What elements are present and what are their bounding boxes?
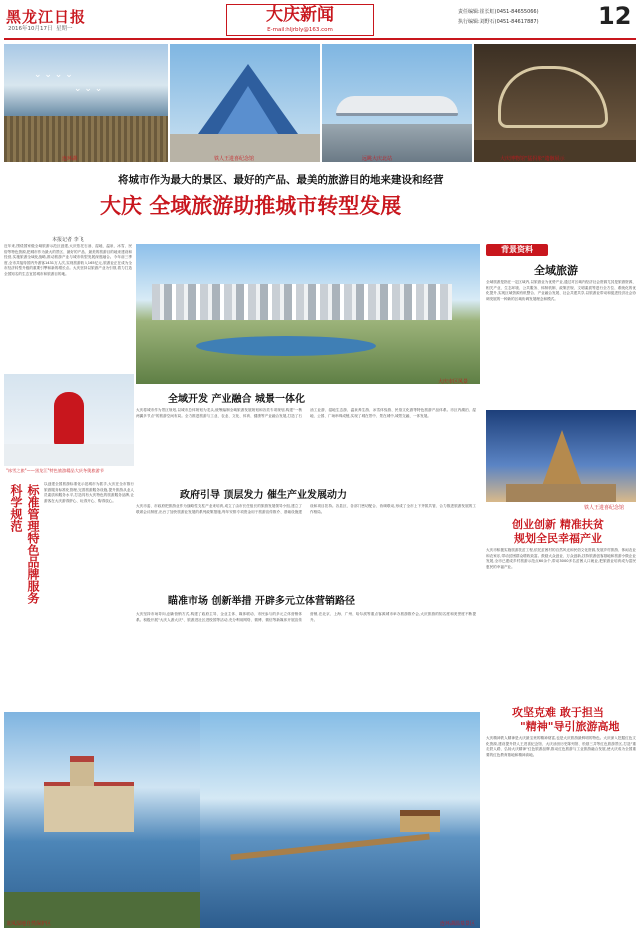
monument xyxy=(542,430,582,486)
photo-lake-birds xyxy=(4,44,168,162)
photo-castle-wetland xyxy=(4,712,200,928)
lake-water xyxy=(196,336,376,356)
pavilion xyxy=(400,810,440,832)
castle xyxy=(44,782,134,832)
photo-city-panorama xyxy=(136,244,480,384)
photo-caption: 大庆市区风景 xyxy=(438,379,469,385)
issue-date xyxy=(8,24,73,32)
photo-caption: 龙凤湿地自然保护区 xyxy=(6,921,52,927)
section-heading: 政府引导 顶层发力 催生产业发展动力 xyxy=(180,490,347,501)
vertical-text: 以创建全国旅游标准化示范城市为抓手,大庆在全市推行旅游服务标准化管理,完善旅游服务设施,提升旅游从业人员素质和服务水平,打造具有大庆特色的旅游服务品牌,让游客在大庆游得舒心、玩得开心、购得放心。 xyxy=(44,482,134,503)
photo-caption: 连环湖 xyxy=(62,156,78,162)
page-number: 12 xyxy=(598,2,632,30)
mammoth-skeleton xyxy=(498,66,608,128)
sidebar-text: 大庆精神铁人精神是大庆最宝贵的精神财富,也是大庆旅游最鲜明的特色。大庆深入挖掘红色文化资源,建设提升铁人王进喜纪念馆、大庆油田历史陈列馆、松基三井等红色旅游景区,打造"重走铁人路、弘扬大庆精神"红色旅游品牌,推动红色旅游与工业旅游融合发展,使大庆成为全国重要的红色教育基地和精神高地。 xyxy=(486,736,636,757)
header-rule xyxy=(4,38,636,40)
editor-credit: 责任编辑:崔长虹(0451-84655066) xyxy=(458,9,539,15)
sidebar-title: 全域旅游 xyxy=(534,264,578,277)
photo-hot-spring xyxy=(200,712,480,928)
section-text: 大庆市委、市政府把旅游业作为战略性支柱产业来培育,成立了由市长任组长的旅游发展领导小组,建立了联席会议制度,出台了加快旅游业发展的系列政策措施,每年安排专项资金用于旅游宣传推介、基础设施建设和项目扶持。各县区、各部门密切配合、协调联动,形成了全市上下齐抓共管、合力推进旅游发展的工作格局。 xyxy=(136,504,476,514)
vertical-title xyxy=(6,484,42,604)
station-roof xyxy=(336,96,458,116)
section-title: 大庆新闻 xyxy=(266,5,334,25)
platform xyxy=(322,124,472,162)
weekday-text: 星期一 xyxy=(56,26,73,32)
bird-icon: ⌄ ⌄ ⌄ ⌄ xyxy=(34,70,73,80)
sidebar-title-3: 攻坚克难 敢于担当 xyxy=(512,706,604,719)
pyramid-glass xyxy=(218,86,278,134)
sidebar-subtitle-3: "精神"导引旅游高地 xyxy=(520,720,620,733)
photo-caption: 铁人王进喜纪念馆 xyxy=(214,156,255,162)
vertical-title-line: 科学规范 xyxy=(9,484,23,532)
article-subhead: 将城市作为最大的景区、最好的产品、最美的旅游目的地来建设和经营 xyxy=(118,174,444,186)
photo-caption: 大庆博物馆"猛犸象"遗骸展示 xyxy=(500,156,565,162)
section-heading: 瞄准市场 创新举措 开辟多元立体营销路径 xyxy=(168,596,355,607)
date-text: 2016年10月17日 xyxy=(8,26,53,32)
designer-credit: 执行编辑:刘野石(0451-84617887) xyxy=(458,19,539,25)
photo-museum-mammoth xyxy=(474,44,636,162)
castle-tower xyxy=(70,756,94,786)
sidebar-subtitle-2: 规划全民幸福产业 xyxy=(514,532,602,545)
photo-memorial-night xyxy=(486,410,636,502)
city-skyline xyxy=(152,284,452,320)
snow-figure xyxy=(54,392,84,446)
photo-caption: 连环湖温泉景区 xyxy=(440,921,476,927)
reed-band xyxy=(4,116,168,162)
section-text: 大庆将城市作为景区规划,以城市总体规划为龙头,统筹编制全域旅游发展规划和各类专项规划,构建"一核两翼多节点"的旅游空间布局。全力推进旅游与工业、农业、文化、体育、健康等产业融合发展,打造了石油工业游、湿地生态游、温泉养生游、冰雪体验游、民俗文化游等特色旅游产品体系。市区内湖泊、湿地、公园、广场串珠成链,实现了城在景中、景在城中,城景交融、一体发展。 xyxy=(136,408,476,418)
section-heading: 全域开发 产业融合 城景一体化 xyxy=(168,394,305,405)
photo-caption: 铁人王进喜纪念馆 xyxy=(584,505,625,511)
bird-icon: ⌄ ⌄ ⌄ xyxy=(74,84,103,94)
photo-winter-festival xyxy=(4,374,134,466)
section-email: E-mail:hljrbly@163.com xyxy=(267,27,333,33)
byline: 本报记者 李飞 xyxy=(52,237,84,243)
sidebar-text: 大庆市积极实施旅游扶贫工程,依托贫困村的自然风光和民俗文化资源,发展乡村旅游、休闲农业和农家乐,带动贫困群众增收致富。鼓励大众创业、万众创新,扶持旅游创客基地和旅游小微企业发展,全市已建成乡村旅游示范点60余个,带动3000多名贫困人口就业,把旅游业培育成为富民惠民的幸福产业。 xyxy=(486,548,636,569)
article-headline: 大庆 全域旅游助推城市转型发展 xyxy=(100,193,402,218)
section-block xyxy=(226,4,374,36)
section-text: 大庆坚持市场导向,创新营销方式,构建了政府主导、企业主体、媒体联动、市民参与的多元立体营销体系。积极开展"大庆人游大庆"、旅游进社区进校园等活动,充分利用网络、微博、微信等新媒体开展宣传营销,在北京、上海、广州、哈尔滨等重点客源城市举办旅游推介会,大庆旅游的知名度和美誉度不断提升。 xyxy=(136,612,476,622)
sidebar-text: 全域旅游是指在一定区域内,以旅游业为优势产业,通过对区域内经济社会资源尤其是旅游资源、相关产业、生态环境、公共服务、体制机制、政策法规、文明素质等进行全方位、系统化的优化提升,实现区域资源有机整合、产业融合发展、社会共建共享,以旅游业带动和促进经济社会协调发展的一种新的区域协调发展理念和模式。 xyxy=(486,280,636,301)
newspaper-logo: 黑龙江日报 xyxy=(6,8,87,26)
photo-caption: 远眺大庆北站 xyxy=(362,156,393,162)
monument-steps xyxy=(506,484,616,502)
background-tag-text: 背景资料 xyxy=(501,245,533,254)
lead-paragraph: 近年来,围绕国家级全域旅游示范区创建,大庆依托石油、湿地、温泉、冰雪、民俗等特色资源,把城市作为最大的景区、最好的产品、最美的旅游目的地来建设和经营,实施旅游全域化战略,推动旅游产业与城市转型发展深度融合。今年前三季度,全市共接待国内外游客1431万人次,实现旅游收入165亿元,旅游业正在成为全市经济转型升级的重要引擎和新的增长点。大庆坚持以旅游产业为引领,着力打造全国知名的生态宜居城市和旅游目的地。 xyxy=(4,244,132,276)
winter-caption: "冰雪之旅"——黑龙江"特色旅游精品大庆冬奥旅游节 xyxy=(6,468,104,473)
background-tag xyxy=(486,244,548,256)
vertical-title-line: 特色品牌服务 xyxy=(26,532,40,604)
photo-memorial-hall xyxy=(170,44,320,162)
boardwalk xyxy=(230,834,430,861)
sidebar-title-2: 创业创新 精准扶贫 xyxy=(512,518,604,531)
snow-ground xyxy=(4,444,134,466)
vertical-title-line: 标准管理 xyxy=(26,484,40,532)
photo-north-station xyxy=(322,44,472,162)
